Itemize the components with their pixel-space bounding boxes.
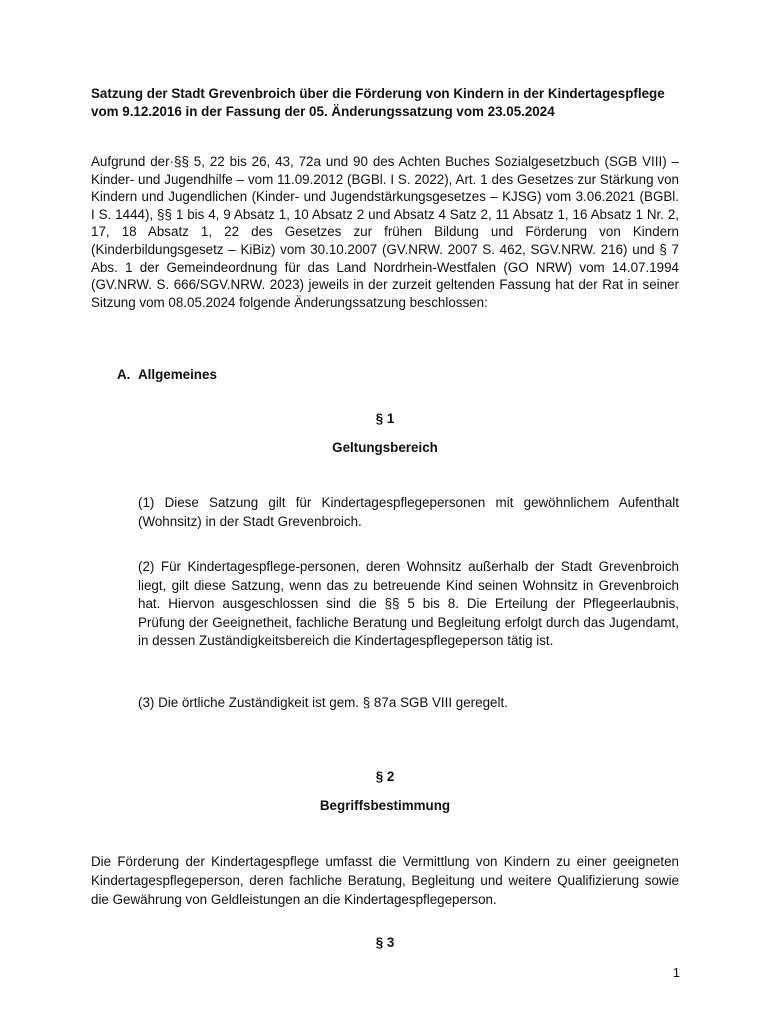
paragraph-1-absatz-3: (3) Die örtliche Zuständigkeit ist gem. § 87a SGB VIII geregelt. — [138, 695, 508, 710]
paragraph-1-heading: Geltungsbereich — [332, 440, 438, 455]
page-number: 1 — [672, 965, 680, 980]
section-letter: A. — [117, 367, 131, 382]
paragraph-3-number: § 3 — [375, 935, 395, 950]
preamble-text: Aufgrund der·§§ 5, 22 bis 26, 43, 72a und 90 des Achten Buches Sozialgesetzbuch (SGB VIII) – Kinder- und Jugendhilfe – vom 11.09.2012 (BGBl. I S. 2022), Art. 1 des Gesetzes zur Stärkung von Kindern und Jugendlichen (Kinder- und Jugendstärkungsgesetzes – KJSG) vom 3.06.2021 (BGBl. I S. 1444), §§ 1 bis 4, 9 Absatz 1, 10 Absatz 2 und Absatz 4 Satz 2, 11 Absatz 1, 16 Absatz 1 Nr. 2, 17, 18 Absatz 1, 22 des Gesetzes zur frühen Bildung und Förderung von Kindern (Kinderbildungsgesetz – KiBiz) vom 30.10.2007 (GV.NRW. 2007 S. 462, SGV.NRW. 216) und § 7 Abs. 1 der Gemeindeordnung für das Land Nordrhein-Westfalen (GO NRW) vom 14.07.1994 (GV.NRW. S. 666/SGV.NRW. 2023) jeweils in der zurzeit geltenden Fassung hat der Rat in seiner Sitzung vom 08.05.2024 folgende Änderungssatzung beschlossen: — [91, 154, 679, 310]
document-title: Satzung der Stadt Grevenbroich über die Förderung von Kindern in der Kindertagespflege vom 9.12.2016 in der Fassung der 05. Änderungssatzung vom 23.05.2024 — [91, 86, 665, 119]
paragraph-1-absatz-1: (1) Diese Satzung gilt für Kindertagespflegepersonen mit gewöhnlichem Aufenthalt (Wohnsitz) in der Stadt Grevenbroich. — [138, 495, 679, 529]
paragraph-1-absatz-2: (2) Für Kindertagespflege-personen, deren Wohnsitz außerhalb der Stadt Grevenbroich liegt, gilt diese Satzung, wenn das zu betreuende Kind seinen Wohnsitz in Grevenbroich hat. Hiervon ausgeschlossen sind die §§ 5 bis 8. Die Erteilung der Pflegeerlaubnis, Prüfung der Geeignetheit, fachliche Beratung und Begleitung erfolgt durch das Jugendamt, in dessen Zuständigkeitsbereich die Kindertagespflegeperson tätig ist. — [138, 559, 679, 649]
paragraph-2-text: Die Förderung der Kindertagespflege umfasst die Vermittlung von Kindern zu einer geeigneten Kindertagespflegeperson, deren fachliche Beratung, Begleitung und weitere Qualifizierung sowie die Gewährung von Geldleistungen an die Kindertagespflegeperson. — [91, 854, 679, 907]
paragraph-2-heading: Begriffsbestimmung — [319, 798, 451, 813]
paragraph-1-number: § 1 — [375, 411, 395, 426]
paragraph-2-number: § 2 — [375, 769, 395, 784]
section-label: Allgemeines — [138, 367, 217, 382]
section-heading-a — [117, 366, 217, 384]
